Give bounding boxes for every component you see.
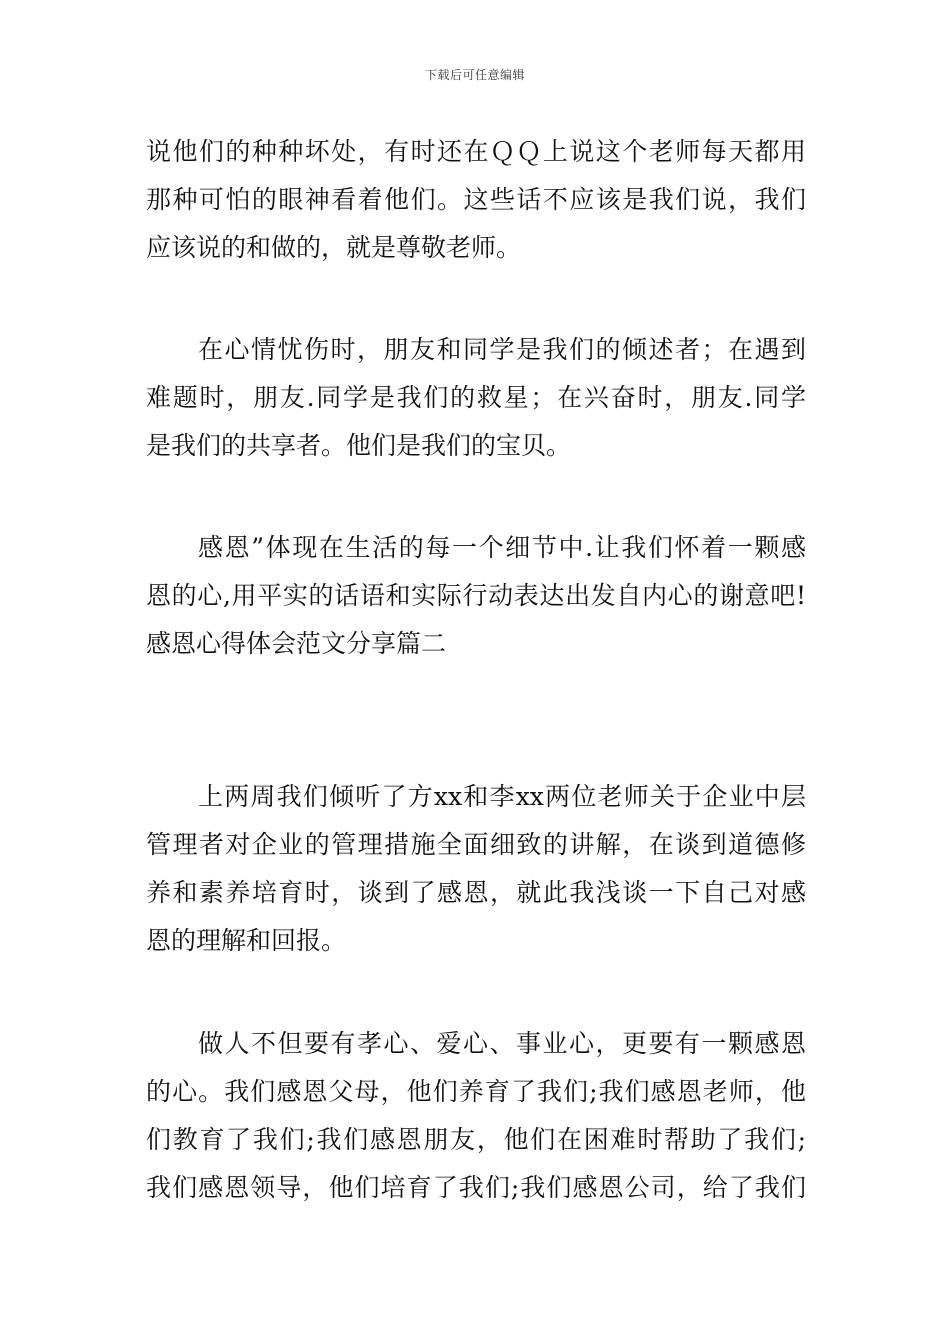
paragraph-2-line-3: 是我们的共享者。他们是我们的宝贝。	[146, 431, 572, 460]
section-heading: 感恩心得体会范文分享篇二	[146, 629, 447, 658]
paragraph-5-line-1: 做人不但要有孝心、爱心、事业心，更要有一颗感恩	[198, 1029, 806, 1058]
paragraph-3-line-1: 感恩”体现在生活的每一个细节中.让我们怀着一颗感	[198, 533, 806, 562]
paragraph-5-line-2: 的心。我们感恩父母，他们养育了我们;我们感恩老师，他	[146, 1077, 806, 1106]
paragraph-3-line-2: 恩的心,用平实的话语和实际行动表达出发自内心的谢意吧!	[146, 581, 806, 610]
paragraph-1-line-3: 应该说的和做的，就是尊敬老师。	[146, 233, 522, 262]
paragraph-4-line-1: 上两周我们倾听了方xx和李xx两位老师关于企业中层	[198, 782, 806, 811]
paragraph-5-line-4: 我们感恩领导，他们培育了我们;我们感恩公司，给了我们	[146, 1173, 806, 1202]
paragraph-1-line-1: 说他们的种种坏处，有时还在ＱＱ上说这个老师每天都用	[146, 137, 806, 166]
paragraph-5-line-3: 们教育了我们;我们感恩朋友，他们在困难时帮助了我们;	[146, 1125, 806, 1154]
paragraph-4-line-2: 管理者对企业的管理措施全面细致的讲解，在谈到道德修	[146, 830, 806, 859]
header-note: 下载后可任意编辑	[424, 68, 525, 82]
paragraph-4-line-4: 恩的理解和回报。	[146, 926, 347, 955]
paragraph-2-line-2: 难题时，朋友.同学是我们的救星；在兴奋时，朋友.同学	[146, 383, 806, 412]
paragraph-1-line-2: 那种可怕的眼神看着他们。这些话不应该是我们说，我们	[146, 185, 806, 214]
paragraph-2-line-1: 在心情忧伤时，朋友和同学是我们的倾述者；在遇到	[198, 335, 806, 364]
paragraph-4-line-3: 养和素养培育时，谈到了感恩，就此我浅谈一下自己对感	[146, 878, 806, 907]
